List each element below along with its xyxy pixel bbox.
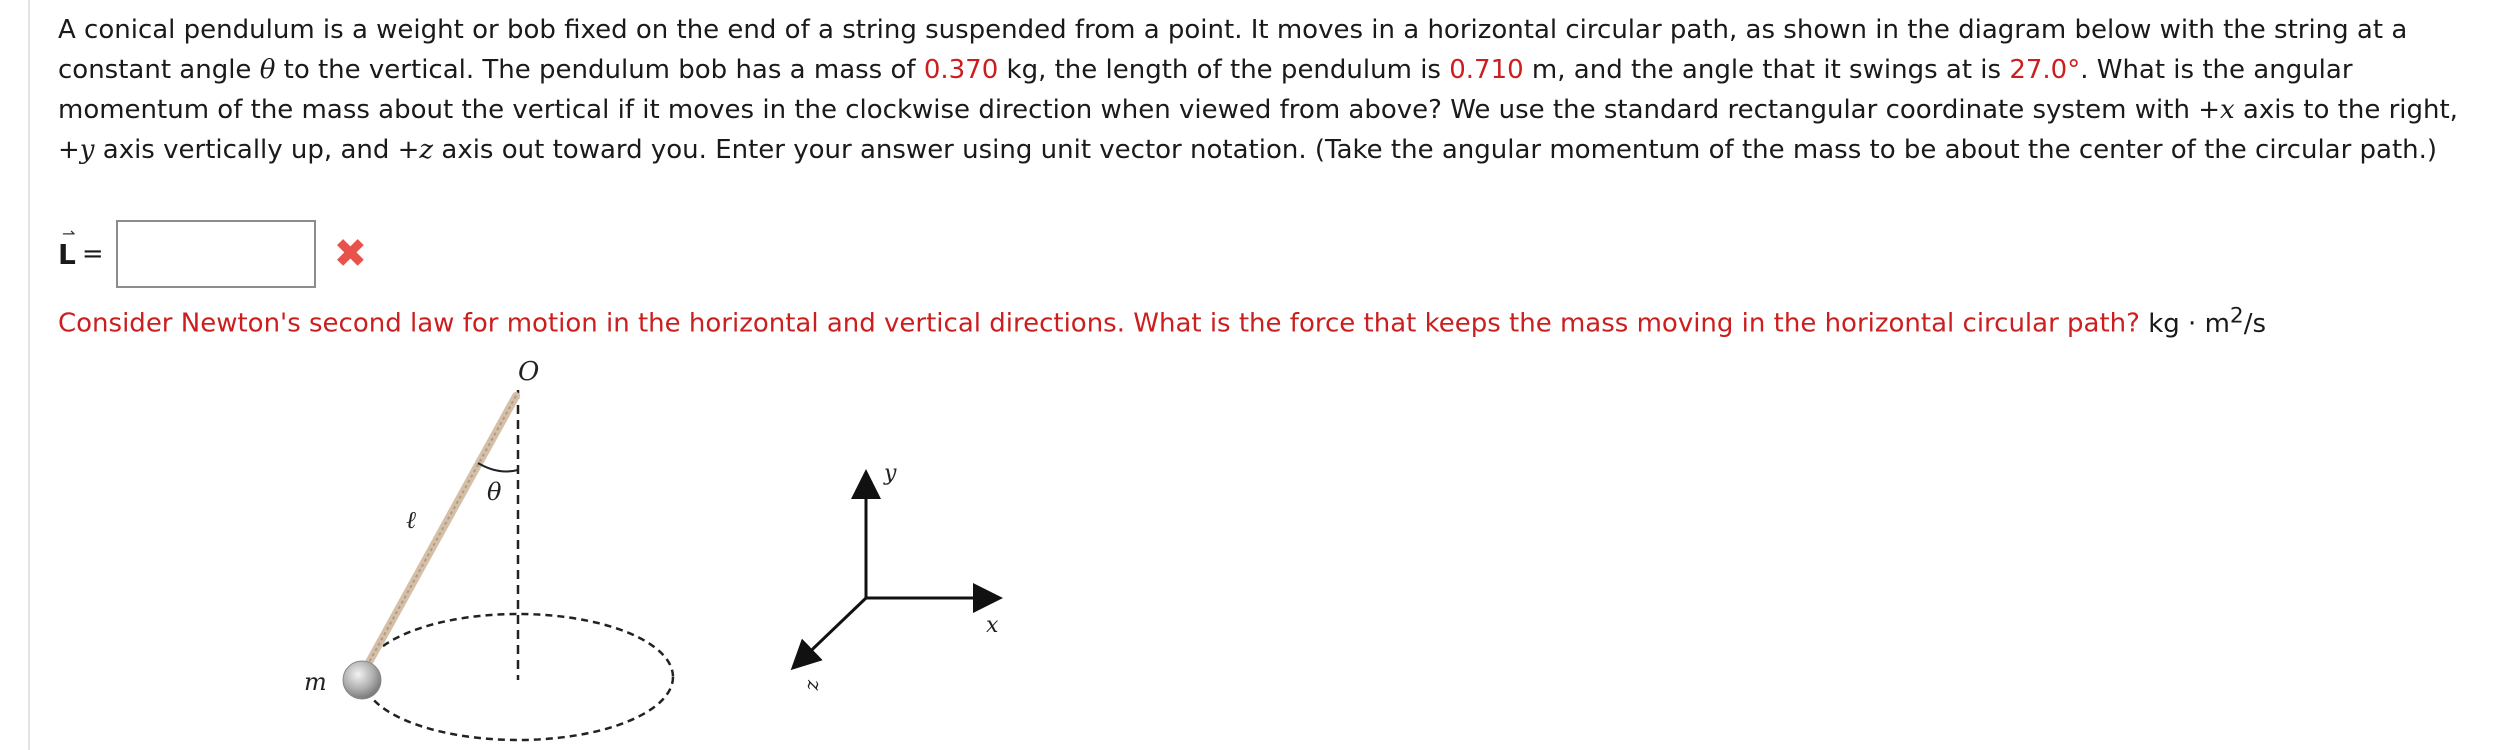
pendulum-bob (343, 661, 381, 699)
vector-arrow-icon: ⇀ (62, 223, 76, 243)
unit-label: kg · $m^2/s$ (2148, 303, 2267, 339)
z-axis (795, 598, 866, 666)
y-axis-label: y (884, 461, 897, 486)
length-label: ℓ (406, 506, 416, 534)
theta-label: θ (487, 478, 502, 506)
question-text: A conical pendulum is a weight or bob fixed on the end of a string suspended from a point. It moves in a horizontal circular path, as shown in the diagram below with the string at a constant angle θ to the vertical. The pendulum bob has a mass of 0.370 kg, the length of the pendulum is 0.710 m, and the angle that it swings at is 27.0°. What is the angular momentum of the mass about the vertical if it moves in the clockwise direction when viewed from above? We use the standard rectangular coordinate system with +x axis to the right, +y axis vertically up, and +z axis out toward you. Enter your answer using unit vector notation. (Take the angular momentum of the mass to be about the center of the circular path.) (58, 15, 2458, 165)
answer-row (58, 218, 367, 290)
theta-symbol: θ (259, 55, 276, 85)
hint-row (58, 296, 2266, 344)
pivot-label: O (518, 360, 540, 387)
angle-value: 27.0° (2009, 55, 2081, 85)
equals-sign: = (81, 239, 104, 269)
mass-value: 0.370 (923, 55, 999, 85)
angular-momentum-label: ⇀ L (58, 223, 76, 271)
incorrect-icon: ✖ (333, 231, 368, 277)
mass-label: m (304, 668, 327, 696)
z-axis-label: z (803, 680, 827, 691)
angle-arc (478, 463, 518, 471)
hint-text: Consider Newton's second law for motion in the horizontal and vertical directions. What is the force that keeps the mass moving in the horizontal circular path? (58, 308, 2140, 339)
x-axis-label: x (986, 613, 999, 638)
conical-pendulum-diagram (0, 360, 1100, 750)
length-value: 0.710 (1449, 55, 1524, 85)
answer-input[interactable] (116, 220, 316, 288)
